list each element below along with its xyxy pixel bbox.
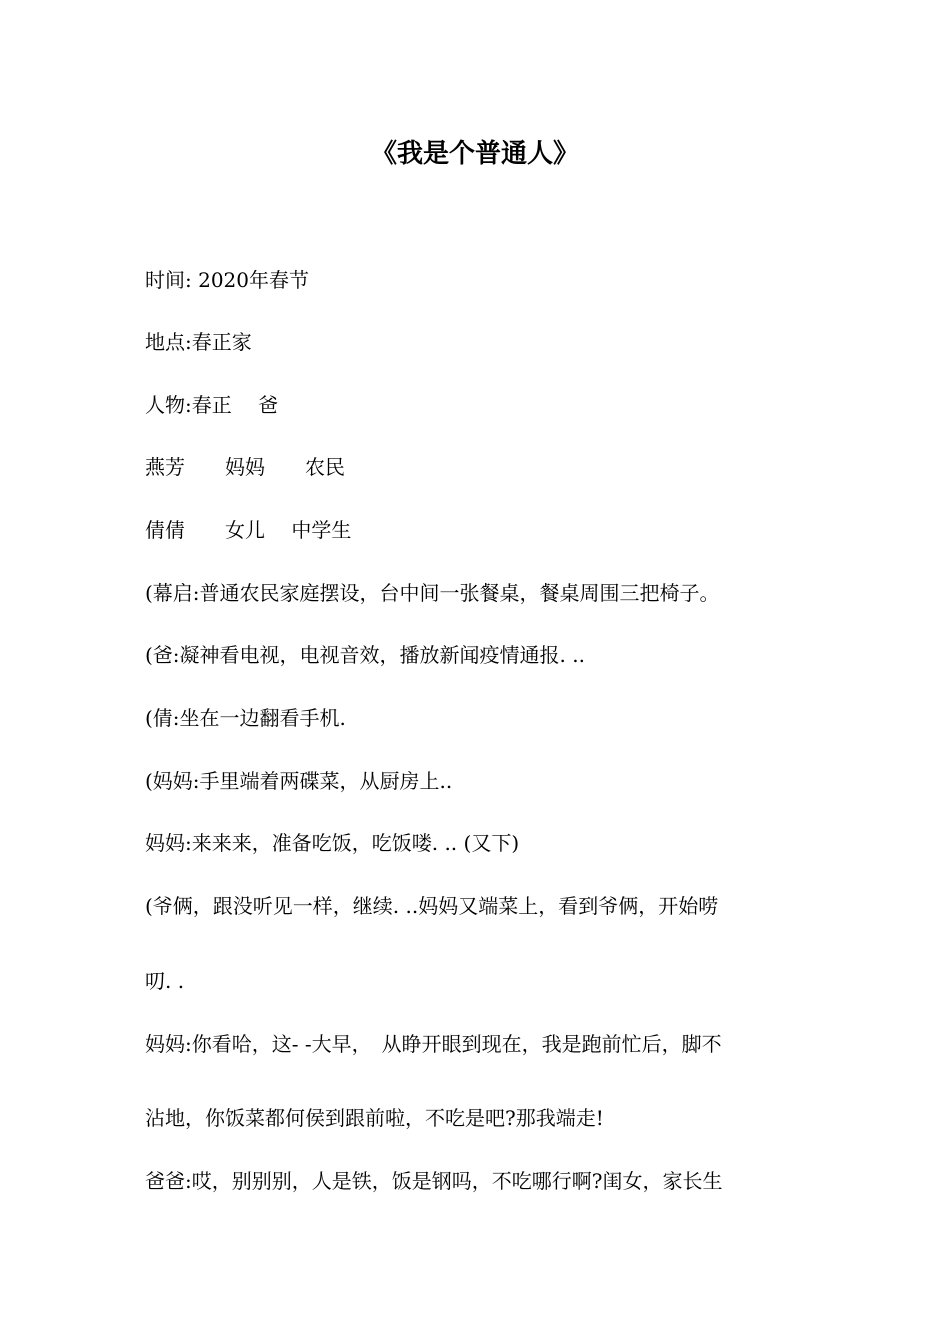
text-line-character-qianqian: 倩倩 女儿 中学生 (145, 518, 352, 542)
dialogue-mom-1: 妈妈:来来来，准备吃饭，吃饭喽. .. (又下) (145, 831, 520, 855)
text-line-characters: 人物:春正 爸 (145, 393, 279, 417)
stage-direction-curtain: (幕启:普通农民家庭摆设，台中间一张餐桌，餐桌周围三把椅子。 (145, 581, 720, 605)
stage-direction-qian: (倩:坐在一边翻看手机. (145, 706, 346, 730)
stage-direction-father-daughter-cont: 叨. . (145, 969, 185, 993)
document-title: 《我是个普通人》 (370, 139, 579, 169)
text-line-character-yanfang: 燕芳 妈妈 农民 (145, 455, 345, 479)
text-line-place: 地点:春正家 (145, 330, 252, 354)
text-line-time: 时间: 2020年春节 (145, 268, 309, 292)
dialogue-mom-2: 妈妈:你看哈，这- -大早， 从睁开眼到现在，我是跑前忙后，脚不 (145, 1032, 722, 1056)
dialogue-dad-1: 爸爸:哎，别别别，人是铁，饭是钢吗，不吃哪行啊?闺女，家长生 (145, 1169, 723, 1193)
dialogue-mom-2-cont: 沾地，你饭菜都何侯到跟前啦，不吃是吧?那我端走! (145, 1106, 604, 1130)
stage-direction-dad: (爸:凝神看电视，电视音效，播放新闻疫情通报. .. (145, 643, 585, 667)
stage-direction-father-daughter: (爷俩，跟没听见一样，继续. ..妈妈又端菜上，看到爷俩，开始唠 (145, 894, 719, 918)
stage-direction-mom: (妈妈:手里端着两碟菜，从厨房上.. (145, 769, 453, 793)
